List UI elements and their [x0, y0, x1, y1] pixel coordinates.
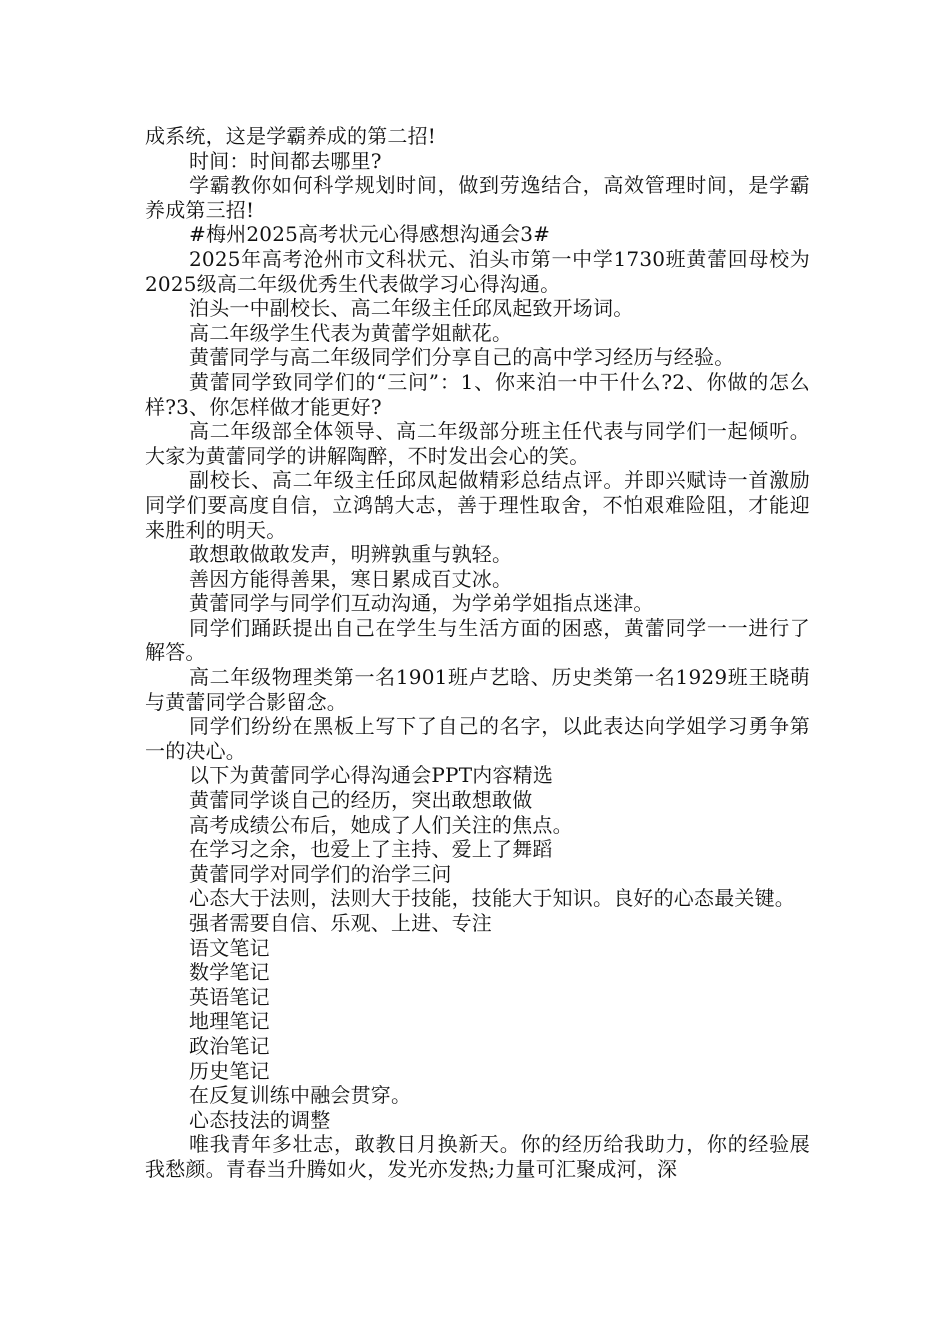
paragraph: 学霸教你如何科学规划时间，做到劳逸结合，高效管理时间，是学霸养成第三招!	[145, 173, 810, 222]
notes-item: 政治笔记	[189, 1033, 270, 1058]
paragraph: 黄蕾同学谈自己的经历，突出敢想敢做	[189, 788, 533, 813]
section-heading: #梅州2025高考状元心得感想沟通会3#	[189, 222, 551, 247]
poem-line: 敢想敢做敢发声，明辨孰重与孰轻。	[189, 542, 513, 567]
paragraph: 高二年级学生代表为黄蕾学姐献花。	[189, 320, 513, 345]
paragraph: 高二年级物理类第一名1901班卢艺晗、历史类第一名1929班王晓萌与黄蕾同学合影留念。	[145, 665, 810, 714]
paragraph: 黄蕾同学与同学们互动沟通，为学弟学姐指点迷津。	[189, 591, 654, 616]
notes-item: 语文笔记	[189, 935, 270, 960]
paragraph: 心态大于法则，法则大于技能，技能大于知识。良好的心态最关键。	[189, 886, 795, 911]
paragraph: 在反复训练中融会贯穿。	[189, 1083, 412, 1108]
paragraph: 黄蕾同学对同学们的治学三问	[189, 861, 452, 886]
paragraph: 2025年高考沧州市文科状元、泊头市第一中学1730班黄蕾回母校为2025级高二年级优秀生代表做学习心得沟通。	[145, 246, 810, 296]
paragraph: 在学习之余，也爱上了主持、爱上了舞蹈	[189, 837, 553, 862]
paragraph: 同学们踊跃提出自己在学生与生活方面的困惑，黄蕾同学一一进行了解答。	[145, 615, 810, 665]
paragraph: 心态技法的调整	[189, 1107, 331, 1132]
notes-item: 英语笔记	[189, 984, 270, 1009]
paragraph: 黄蕾同学致同学们的“三问”：1、你来泊一中干什么?2、你做的怎么样?3、你怎样做才能更好?	[145, 369, 810, 419]
document-body	[145, 124, 810, 1182]
notes-item: 地理笔记	[189, 1009, 270, 1034]
paragraph: 时间：时间都去哪里?	[189, 148, 382, 173]
paragraph: 泊头一中副校长、高二年级主任邱凤起致开场词。	[189, 296, 634, 321]
paragraph: 唯我青年多壮志，敢教日月换新天。你的经历给我助力，你的经验展我愁颜。青春当升腾如火，发光亦发热;力量可汇聚成河，深	[145, 1132, 810, 1181]
paragraph: 强者需要自信、乐观、上进、专注	[189, 911, 492, 935]
paragraph: 成系统，这是学霸养成的第二招!	[145, 124, 437, 148]
paragraph: 副校长、高二年级主任邱凤起做精彩总结点评。并即兴赋诗一首激励同学们要高度自信，立鸿鹄大志，善于理性取舍，不怕艰难险阻，才能迎来胜利的明天。	[145, 468, 810, 542]
paragraph: 以下为黄蕾同学心得沟通会PPT内容精选	[189, 763, 554, 788]
paragraph: 高二年级部全体领导、高二年级部分班主任代表与同学们一起倾听。大家为黄蕾同学的讲解陶醉，不时发出会心的笑。	[145, 419, 810, 468]
notes-item: 数学笔记	[189, 960, 270, 985]
notes-item: 历史笔记	[189, 1058, 270, 1083]
paragraph: 同学们纷纷在黑板上写下了自己的名字，以此表达向学姐学习勇争第一的决心。	[145, 714, 810, 763]
paragraph: 黄蕾同学与高二年级同学们分享自己的高中学习经历与经验。	[189, 345, 735, 370]
poem-line: 善因方能得善果，寒日累成百丈冰。	[189, 566, 513, 591]
paragraph: 高考成绩公布后，她成了人们关注的焦点。	[189, 812, 573, 837]
